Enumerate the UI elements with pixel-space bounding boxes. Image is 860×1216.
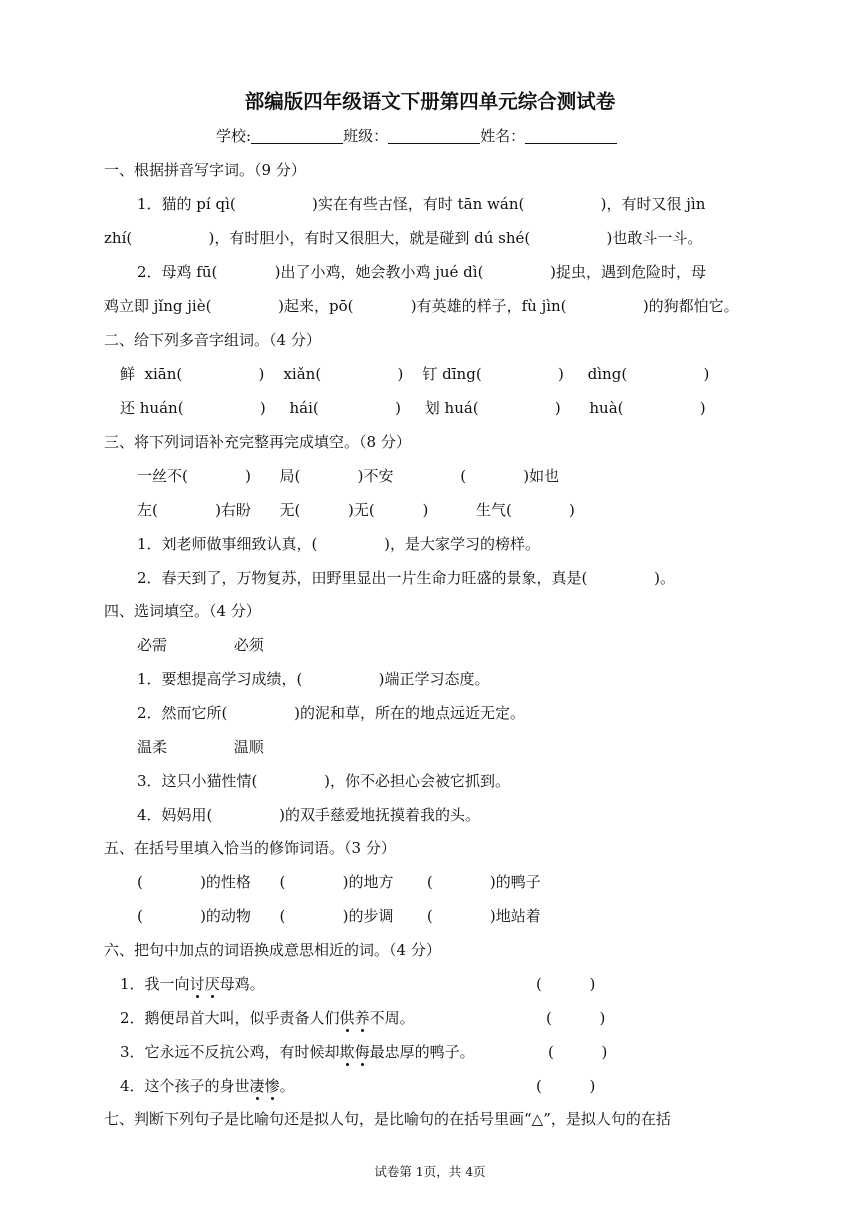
section-4-question-2: 2．然而它所( )的泥和草，所在的地点远近无定。 bbox=[137, 704, 526, 722]
answer-paren-2[interactable]: ( ) bbox=[546, 1009, 606, 1027]
section-3-line-2: 左( )右盼 无( )无( ) 生气( ) bbox=[137, 501, 575, 519]
dotted-char: 养 bbox=[354, 1009, 370, 1027]
section-6-question-1 bbox=[120, 974, 265, 994]
section-4-word-choices-1: 必需 必须 bbox=[137, 636, 264, 654]
question-text: 2．鹅便昂首大叫，似乎责备人们 bbox=[120, 1009, 340, 1027]
section-2-line-2: 还 huán( ) hái( ) 划 huá( ) huà( ) bbox=[120, 399, 706, 417]
section-3-heading: 三、将下列词语补充完整再完成填空。（8 分） bbox=[104, 433, 411, 451]
section-6-heading: 六、把句中加点的词语换成意思相近的词。（4 分） bbox=[104, 941, 441, 959]
class-label: 班级： bbox=[343, 127, 389, 145]
dotted-char: 凄 bbox=[249, 1077, 265, 1095]
answer-paren-1[interactable]: ( ) bbox=[536, 975, 596, 993]
name-blank[interactable] bbox=[525, 127, 617, 144]
section-5-line-1: ( )的性格 ( )的地方 ( )的鸭子 bbox=[137, 873, 541, 891]
question-text: 3．它永远不反抗公鸡，有时候却 bbox=[120, 1043, 340, 1061]
section-1-line-1: 1．猫的 pí qì( )实在有些古怪，有时 tān wán( )，有时又很 jìn bbox=[137, 195, 706, 213]
question-text: 不周。 bbox=[369, 1009, 415, 1027]
name-label: 姓名： bbox=[480, 127, 526, 145]
section-7-heading: 七、判断下列句子是比喻句还是拟人句，是比喻句的在括号里画“△”，是拟人句的在括 bbox=[104, 1110, 671, 1128]
dotted-char: 欺 bbox=[339, 1043, 355, 1061]
dotted-char: 讨 bbox=[189, 975, 205, 993]
section-1-line-3: 2．母鸡 fū( )出了小鸡，她会教小鸡 jué dì( )捉虫，遇到危险时，母 bbox=[137, 263, 707, 281]
dotted-char: 厌 bbox=[204, 975, 220, 993]
question-text: 。 bbox=[279, 1077, 295, 1095]
section-3-line-1: 一丝不( ) 局( )不安 ( )如也 bbox=[137, 467, 560, 485]
section-4-question-4: 4．妈妈用( )的双手慈爱地抚摸着我的头。 bbox=[137, 806, 481, 824]
section-4-question-1: 1．要想提高学习成绩，( )端正学习态度。 bbox=[137, 670, 490, 688]
question-text: 母鸡。 bbox=[219, 975, 265, 993]
section-6-question-2 bbox=[120, 1008, 415, 1028]
section-4-heading: 四、选词填空。（4 分） bbox=[104, 602, 261, 620]
page-title: 部编版四年级语文下册第四单元综合测试卷 bbox=[244, 90, 616, 113]
section-3-question-1: 1．刘老师做事细致认真，( )，是大家学习的榜样。 bbox=[137, 535, 541, 553]
answer-paren-3[interactable]: ( ) bbox=[548, 1043, 608, 1061]
school-label: 学校: bbox=[216, 127, 252, 145]
section-3-question-2: 2．春天到了，万物复苏，田野里显出一片生命力旺盛的景象，真是( )。 bbox=[137, 569, 676, 587]
section-6-question-3 bbox=[120, 1042, 475, 1062]
page-footer: 试卷第 1页，共 4页 bbox=[374, 1164, 486, 1179]
school-blank[interactable] bbox=[251, 127, 343, 144]
class-blank[interactable] bbox=[388, 127, 480, 144]
dotted-char: 供 bbox=[339, 1009, 355, 1027]
dotted-char: 侮 bbox=[354, 1043, 370, 1061]
question-text: 1．我一向 bbox=[120, 975, 190, 993]
section-4-word-choices-2: 温柔 温顺 bbox=[137, 738, 264, 756]
section-2-line-1: 鲜 xiān( ) xiǎn( ) 钉 dīng( ) dìng( ) bbox=[120, 365, 710, 383]
section-1-heading: 一、根据拼音写字词。（9 分） bbox=[104, 161, 306, 179]
section-5-heading: 五、在括号里填入恰当的修饰词语。（3 分） bbox=[104, 839, 396, 857]
section-2-heading: 二、给下列多音字组词。（4 分） bbox=[104, 331, 321, 349]
question-text: 最忠厚的鸭子。 bbox=[369, 1043, 475, 1061]
dotted-char: 惨 bbox=[264, 1077, 280, 1095]
section-4-question-3: 3．这只小猫性情( )，你不必担心会被它抓到。 bbox=[137, 772, 511, 790]
section-6-question-4 bbox=[120, 1076, 295, 1096]
answer-paren-4[interactable]: ( ) bbox=[536, 1077, 596, 1095]
section-5-line-2: ( )的动物 ( )的步调 ( )地站着 bbox=[137, 907, 541, 925]
section-1-line-2: zhí( )，有时胆小，有时又很胆大，就是碰到 dú shé( )也敢斗一斗。 bbox=[104, 229, 703, 247]
question-text: 4．这个孩子的身世 bbox=[120, 1077, 250, 1095]
section-1-line-4: 鸡立即 jǐng jiè( )起来，pō( )有英雄的样子，fù jìn( )的狗都怕它。 bbox=[104, 297, 739, 315]
student-info-line bbox=[216, 126, 617, 146]
